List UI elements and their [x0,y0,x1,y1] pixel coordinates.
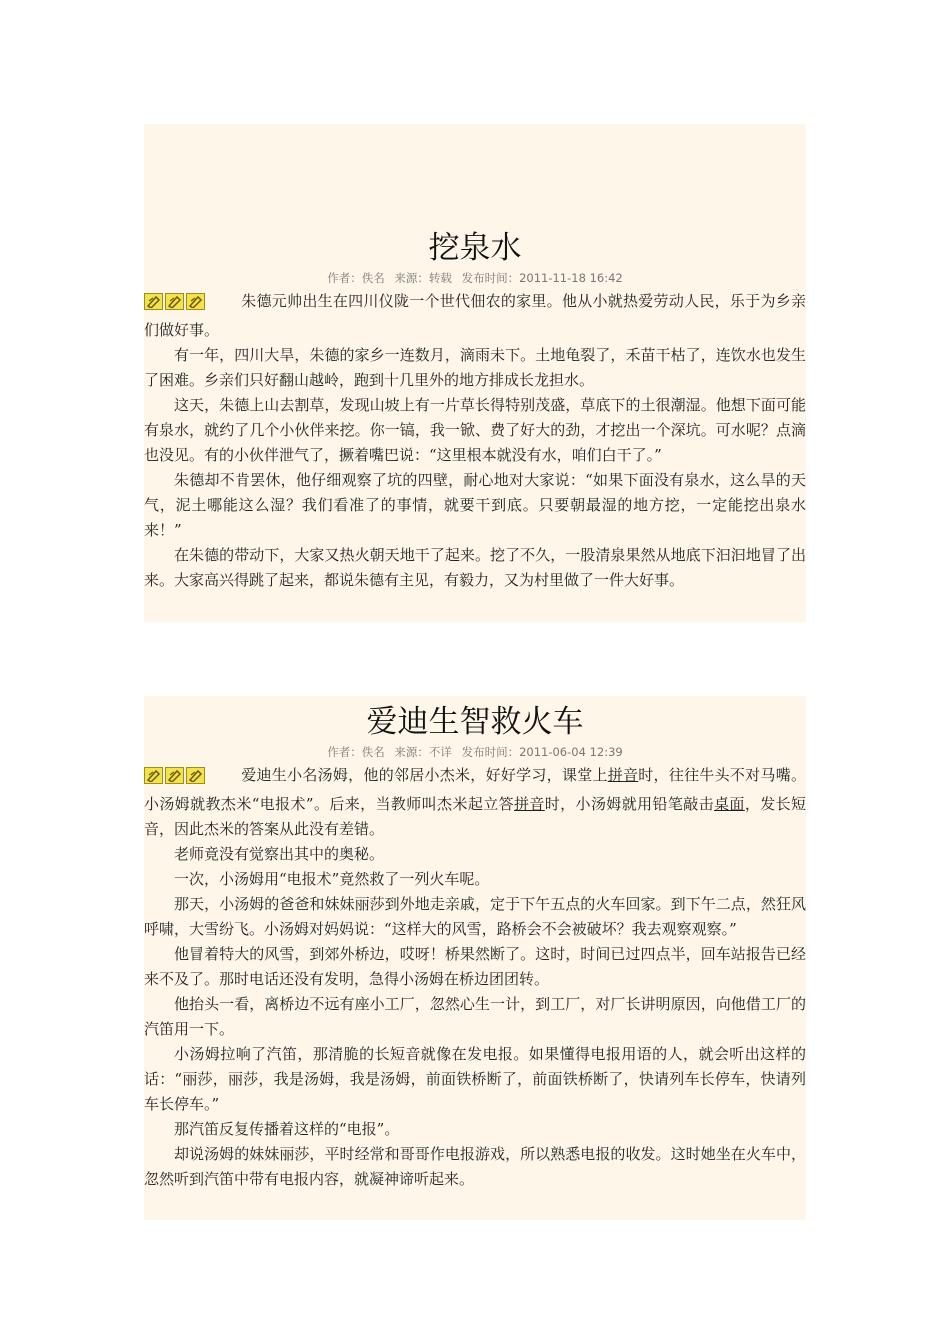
paragraph: 朱德却不肯罢休，他仔细观察了坑的四壁，耐心地对大家说：“如果下面没有泉水，这么旱的天气，泥土哪能这么湿？我们看准了的事情，就要干到底。只要朝最湿的地方挖，一定能挖出泉水来！” [144,471,806,539]
pencil-rating-icon [165,767,184,784]
article-wa-quan-shui [144,124,822,622]
paragraph: 老师竟没有觉察出其中的奥秘。 [174,845,385,863]
article-body [144,289,822,593]
paragraph: 他冒着特大的风雪，到郊外桥边，哎呀！桥果然断了。这时，时间已过四点半，回车站报告已经来不及了。那时电话还没有发明，急得小汤姆在桥边团团转。 [144,945,806,988]
article-body [144,763,806,1192]
pencil-rating-icon [165,293,184,310]
paragraph: 一次，小汤姆用“电报术”竟然救了一列火车呢。 [174,870,490,888]
pencil-rating-icon [144,767,163,784]
paragraph-text: 爱迪生小名汤姆，他的邻居小杰米，好好学习，课堂上 [241,766,608,784]
meta-source: 来源：不详 [394,745,452,759]
link-pinyin[interactable]: 拼音 [607,766,639,784]
paragraph: 那汽笛反复传播着这样的“电报”。 [174,1120,400,1138]
paragraph: 他抬头一看，离桥边不远有座小工厂，忽然心生一计，到工厂，对厂长讲明原因，向他借工厂的汽笛用一下。 [144,995,806,1038]
paragraph-text: 时，往往牛头不对马嘴。小汤姆就教杰米“电报术”。后来，当教师叫杰米起立答 [144,766,806,813]
rating-icons [144,293,207,318]
pencil-rating-icon [186,767,205,784]
link-zhuomian[interactable]: 桌面 [714,795,745,813]
rating-icons [144,767,207,792]
article-meta [144,269,806,287]
paragraph: 那天，小汤姆的爸爸和妹妹丽莎到外地走亲戚，定于下午五点的火车回家。到下午二点，然狂风呼啸，大雪纷飞。小汤姆对妈妈说：“这样大的风雪，路桥会不会被破坏？我去观察观察。” [144,895,806,938]
article-edison-saves-train [144,696,806,1220]
paragraph-text: ，发长短音，因此杰米的答案从此没有差错。 [144,795,806,838]
meta-author: 作者：佚名 [327,271,385,285]
paragraph: 小汤姆拉响了汽笛，那清脆的长短音就像在发电报。如果懂得电报用语的人，就会听出这样的话：“丽莎，丽莎，我是汤姆，我是汤姆，前面铁桥断了，前面铁桥断了，快请列车长停车，快请列车长停车。” [144,1045,806,1113]
paragraph [144,763,806,842]
pencil-rating-icon [186,293,205,310]
pencil-rating-icon [144,293,163,310]
meta-source: 来源：转载 [394,271,452,285]
meta-published: 发布时间：2011-11-18 16:42 [461,271,623,285]
article-title: 挖泉水 [428,230,522,266]
paragraph: 有一年，四川大旱，朱德的家乡一连数月，滴雨未下。土地龟裂了，禾苗干枯了，连饮水也发生了困难。乡亲们只好翻山越岭，跑到十几里外的地方排成长龙担水。 [144,346,806,389]
article-title: 爱迪生智救火车 [366,704,584,740]
article-meta [144,743,806,761]
paragraph-text: 朱德元帅出生在四川仪陇一个世代佃农的家里。他从小就热爱劳动人民，乐于为乡亲们做好事。 [144,292,806,339]
paragraph: 这天，朱德上山去割草，发现山坡上有一片草长得特别茂盛，草底下的土很潮湿。他想下面可能 有泉水，就约了几个小伙伴来挖。你一镐，我一锨、费了好大的劲，才挖出一个深坑。可水呢？点滴 也没见。有的小伙伴泄气了，撅着嘴巴说：“这里根本就没有水，咱们白干了。” [144,396,822,464]
link-pinyin[interactable]: 拼音 [514,795,545,813]
paragraph-text: 时，小汤姆就用铅笔敲击 [544,795,715,813]
paragraph [144,289,806,343]
paragraph: 却说汤姆的妹妹丽莎，平时经常和哥哥作电报游戏，所以熟悉电报的收发。这时她坐在火车中，忽然听到汽笛中带有电报内容，就凝神谛听起来。 [144,1145,806,1188]
meta-author: 作者：佚名 [327,745,385,759]
paragraph: 在朱德的带动下，大家又热火朝天地干了起来。挖了不久，一股清泉果然从地底下汩汩地冒了出来。大家高兴得跳了起来，都说朱德有主见，有毅力，又为村里做了一件大好事。 [144,546,806,589]
meta-published: 发布时间：2011-06-04 12:39 [461,745,623,759]
